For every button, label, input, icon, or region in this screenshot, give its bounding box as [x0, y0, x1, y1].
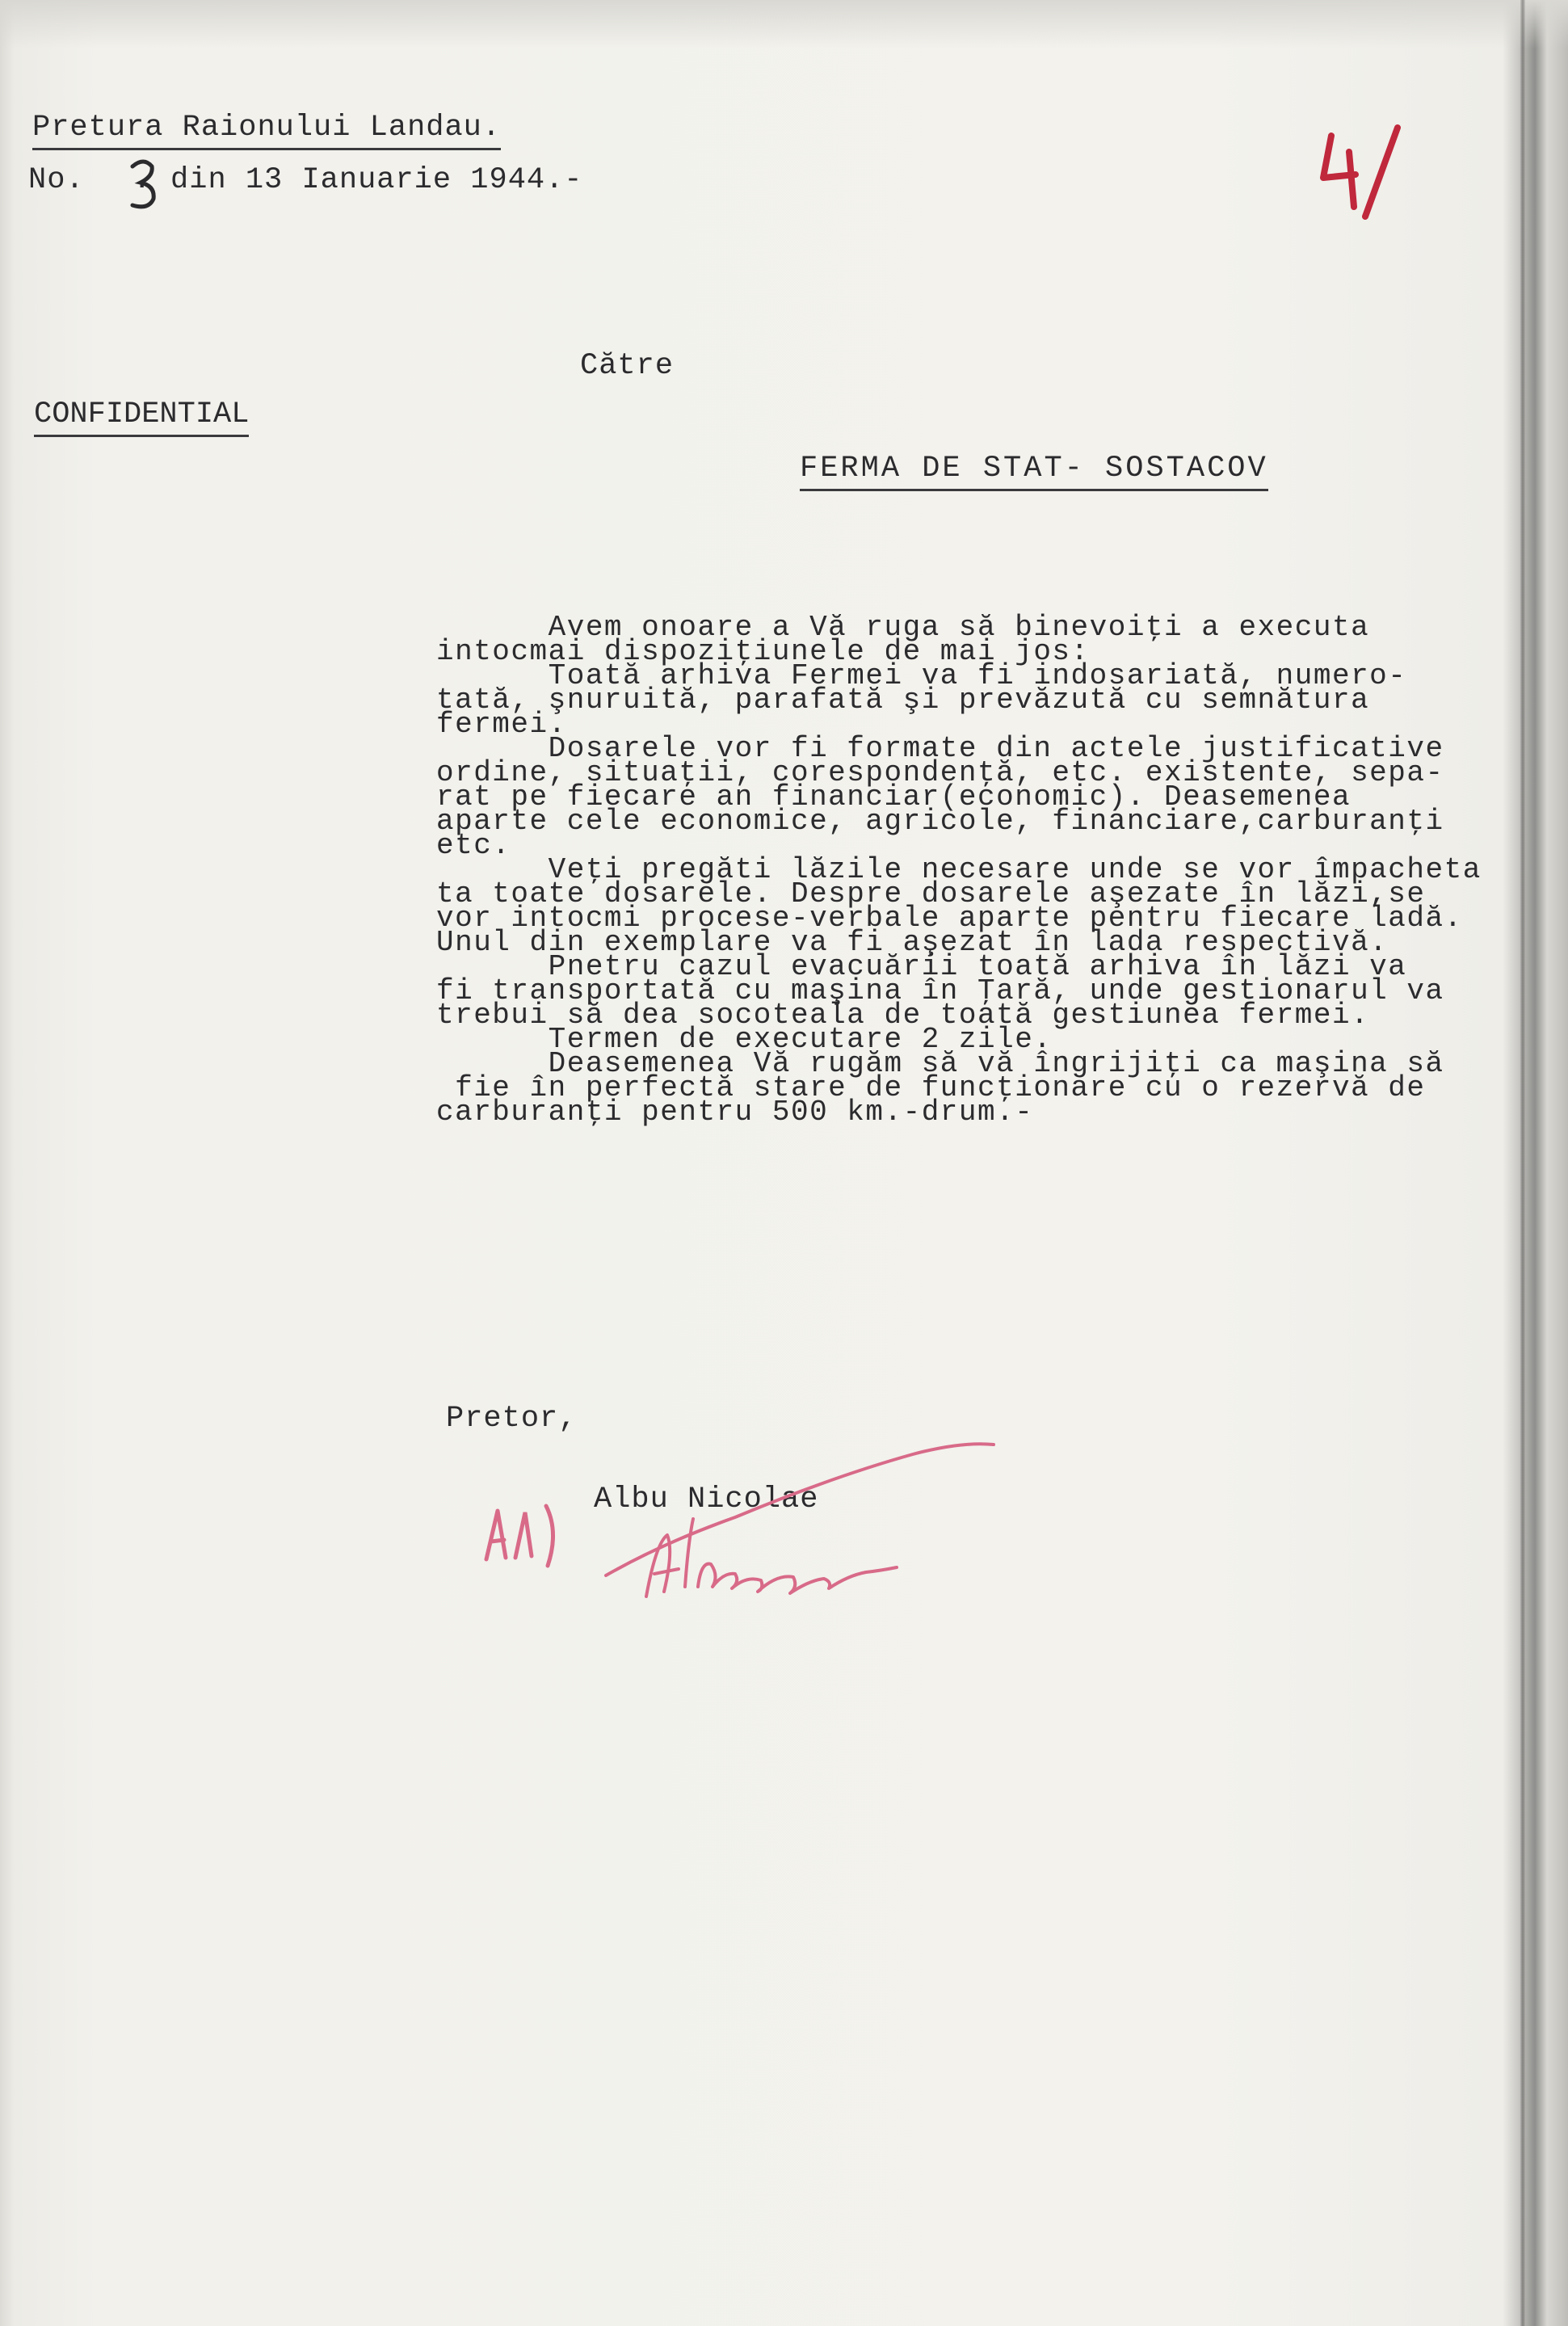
handwritten-number — [128, 157, 160, 213]
body-line: etc. — [436, 829, 511, 862]
body-line: ordine, situaţii, corespondenţă, etc. existente, sepa- — [436, 756, 1444, 789]
body-line: Veţi pregăti lăzile necesare unde se vor împacheta — [436, 853, 1482, 886]
body-line: fie în perfectă stare de funcţionare cu o rezervă de — [436, 1071, 1426, 1104]
body-line: tată, şnuruită, parafată şi prevăzută cu semnătura — [436, 683, 1370, 717]
body-line: fi transportată cu maşina în Ţară, unde gestionarul va — [436, 974, 1444, 1007]
body-line: intocmai dispoziţiunele de mai jos: — [436, 635, 1090, 668]
body-line: Avem onoare a Vă ruga să binevoiţi a executa — [436, 611, 1370, 644]
reference-date: . din 13 Ianuarie 1944.- — [132, 163, 583, 197]
body-line: fermei. — [436, 708, 567, 741]
signatory-name: Albu Nicolae — [594, 1483, 819, 1516]
body-line: rat pe fiecare an financiar(economic). Deasemenea — [436, 780, 1352, 814]
reference-prefix: No. — [28, 163, 85, 197]
folio-mark — [1317, 121, 1406, 226]
body-line: aparte cele economice, agricole, financiare,carburanţi — [436, 805, 1444, 838]
issuing-office: Pretura Raionului Landau. — [32, 113, 501, 150]
body-line: Toată arhiva Fermei va fi indosariată, numero- — [436, 659, 1407, 692]
body-line: Termen de executare 2 zile. — [436, 1023, 1053, 1056]
body-line: ta toate dosarele. Despre dosarele aşezate în lăzi,se — [436, 877, 1426, 911]
body-line: Deasemenea Vă rugăm să vă îngrijiţi ca maşina să — [436, 1047, 1444, 1080]
recipient-name: FERMA DE STAT- SOSTACOV — [800, 454, 1268, 491]
to-label: Către — [580, 349, 675, 383]
handwritten-signature — [477, 1422, 1091, 1632]
reference-line — [28, 163, 583, 197]
body-line: trebui să dea socoteala de toată gestiunea fermei. — [436, 999, 1370, 1032]
signature-prefix — [489, 1535, 490, 1536]
body-line: Unul din exemplare va fi aşezat în lada respectivă. — [436, 926, 1389, 959]
body-line: Dosarele vor fi formate din actele justificative — [436, 732, 1444, 765]
body-line: Pnetru cazul evacuării toată arhiva în lăzi va — [436, 950, 1407, 983]
letter-body — [436, 611, 1535, 1129]
page-edge-shadow — [1520, 0, 1525, 2326]
closing-title: Pretor, — [446, 1402, 578, 1436]
body-line: vor intocmi procese-verbale aparte pentru fiecare ladă. — [436, 902, 1463, 935]
classification-label: CONFIDENTIAL — [34, 400, 249, 437]
body-line: carburanţi pentru 500 km.-drum.- — [436, 1096, 1034, 1129]
